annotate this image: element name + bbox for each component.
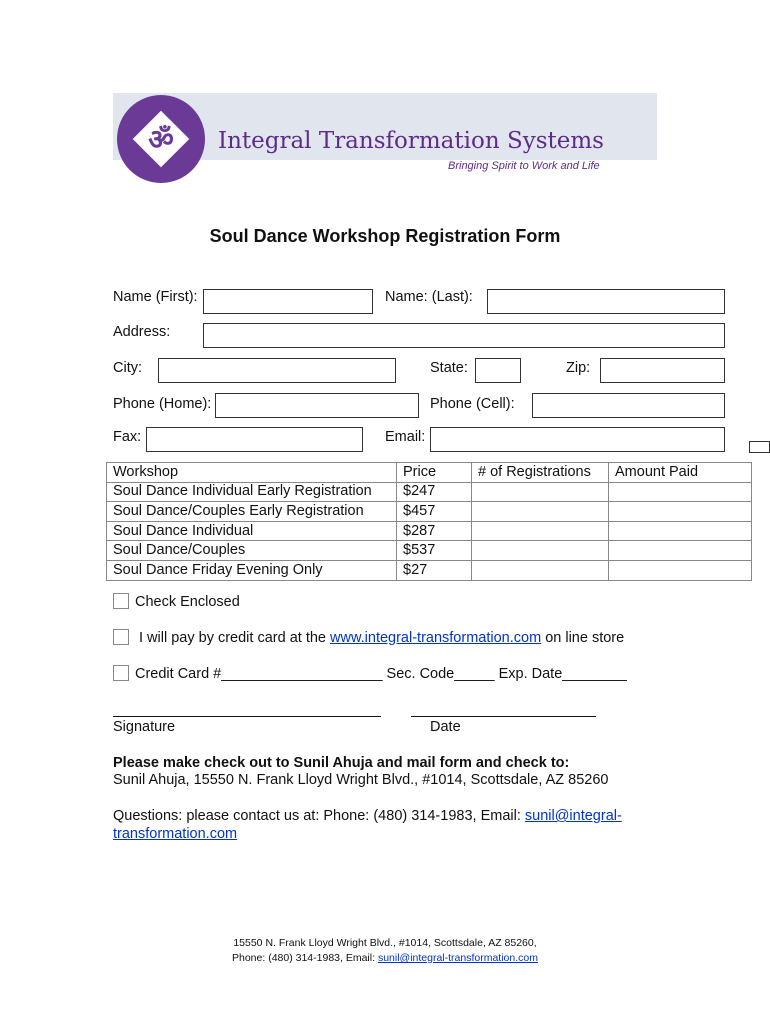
workshop-price: $287 [397,521,472,541]
workshop-price: $247 [397,482,472,502]
questions-line [113,808,622,824]
email-link-part1[interactable]: sunil@integral- [524,808,622,824]
phone-home-input[interactable] [215,393,419,418]
page-edge-field[interactable] [749,441,770,453]
phone-cell-label: Phone (Cell): [430,396,515,412]
brand-name: Integral Transformation Systems [218,128,604,154]
name-first-input[interactable] [203,289,373,314]
table-row [107,482,752,502]
om-icon: ॐ [148,123,174,156]
registrations-cell[interactable] [472,482,609,502]
email-input[interactable] [430,427,725,452]
amount-paid-cell[interactable] [609,502,752,522]
credit-online-text [139,630,624,646]
form-title: Soul Dance Workshop Registration Form [209,226,561,246]
mail-heading: Please make check out to Sunil Ahuja and mail form and check to: [113,755,570,771]
footer-contact [0,952,770,964]
credit-card-checkbox[interactable] [113,665,129,681]
email-label: Email: [385,429,426,445]
footer-email-link[interactable]: sunil@integral-transformation.com [377,952,538,964]
check-enclosed-checkbox[interactable] [113,593,129,609]
credit-online-suffix: on line store [545,630,625,646]
mail-address: Sunil Ahuja, 15550 N. Frank Lloyd Wright Blvd., #1014, Scottsdale, AZ 85260 [113,772,609,788]
table-row [107,521,752,541]
amount-paid-cell[interactable] [609,482,752,502]
table-row [107,560,752,580]
table-header-row [107,463,752,483]
state-label: State: [430,360,468,376]
questions-line-2 [113,826,237,842]
workshop-name: Soul Dance Individual Early Registration [107,482,397,502]
table-row [107,502,752,522]
name-last-label: Name: (Last): [385,289,473,305]
brand-tagline: Bringing Spirit to Work and Life [448,160,600,172]
workshop-name: Soul Dance/Couples [107,541,397,561]
zip-label: Zip: [566,360,591,376]
questions-text: Questions: please contact us at: Phone: (480) 314-1983, Email: [113,808,521,824]
registrations-cell[interactable] [472,541,609,561]
table-row [107,541,752,561]
workshop-name: Soul Dance Friday Evening Only [107,560,397,580]
registrations-cell[interactable] [472,521,609,541]
workshop-name: Soul Dance/Couples Early Registration [107,502,397,522]
check-enclosed-label: Check Enclosed [135,594,240,610]
address-label: Address: [113,324,171,340]
column-header: Amount Paid [609,463,752,483]
zip-input[interactable] [600,358,725,383]
workshop-table [106,462,752,581]
date-label: Date [430,719,461,735]
column-header: Workshop [107,463,397,483]
footer-address: 15550 N. Frank Lloyd Wright Blvd., #1014, Scottsdale, AZ 85260, [233,937,537,949]
amount-paid-cell[interactable] [609,541,752,561]
phone-cell-input[interactable] [532,393,725,418]
phone-home-label: Phone (Home): [113,396,212,412]
workshop-price: $27 [397,560,472,580]
registrations-cell[interactable] [472,502,609,522]
column-header: # of Registrations [472,463,609,483]
signature-label: Signature [113,719,176,735]
city-label: City: [113,360,142,376]
amount-paid-cell[interactable] [609,521,752,541]
name-last-input[interactable] [487,289,725,314]
store-link[interactable]: www.integral-transformation.com [330,630,542,646]
column-header: Price [397,463,472,483]
workshop-price: $457 [397,502,472,522]
registrations-cell[interactable] [472,560,609,580]
footer-phone: Phone: (480) 314-1983, Email: [232,952,376,964]
email-link-part2[interactable]: transformation.com [113,826,238,842]
credit-online-prefix: I will pay by credit card at the [139,630,326,646]
credit-card-line: Credit Card #____________________ Sec. Code_____ Exp. Date________ [135,666,627,682]
workshop-price: $537 [397,541,472,561]
address-input[interactable] [203,323,725,348]
name-first-label: Name (First): [113,289,198,305]
workshop-name: Soul Dance Individual [107,521,397,541]
amount-paid-cell[interactable] [609,560,752,580]
fax-label: Fax: [113,429,142,445]
signature-line[interactable] [113,716,381,717]
credit-online-checkbox[interactable] [113,629,129,645]
state-input[interactable] [475,358,521,383]
fax-input[interactable] [146,427,363,452]
date-line[interactable] [411,716,596,717]
city-input[interactable] [158,358,396,383]
